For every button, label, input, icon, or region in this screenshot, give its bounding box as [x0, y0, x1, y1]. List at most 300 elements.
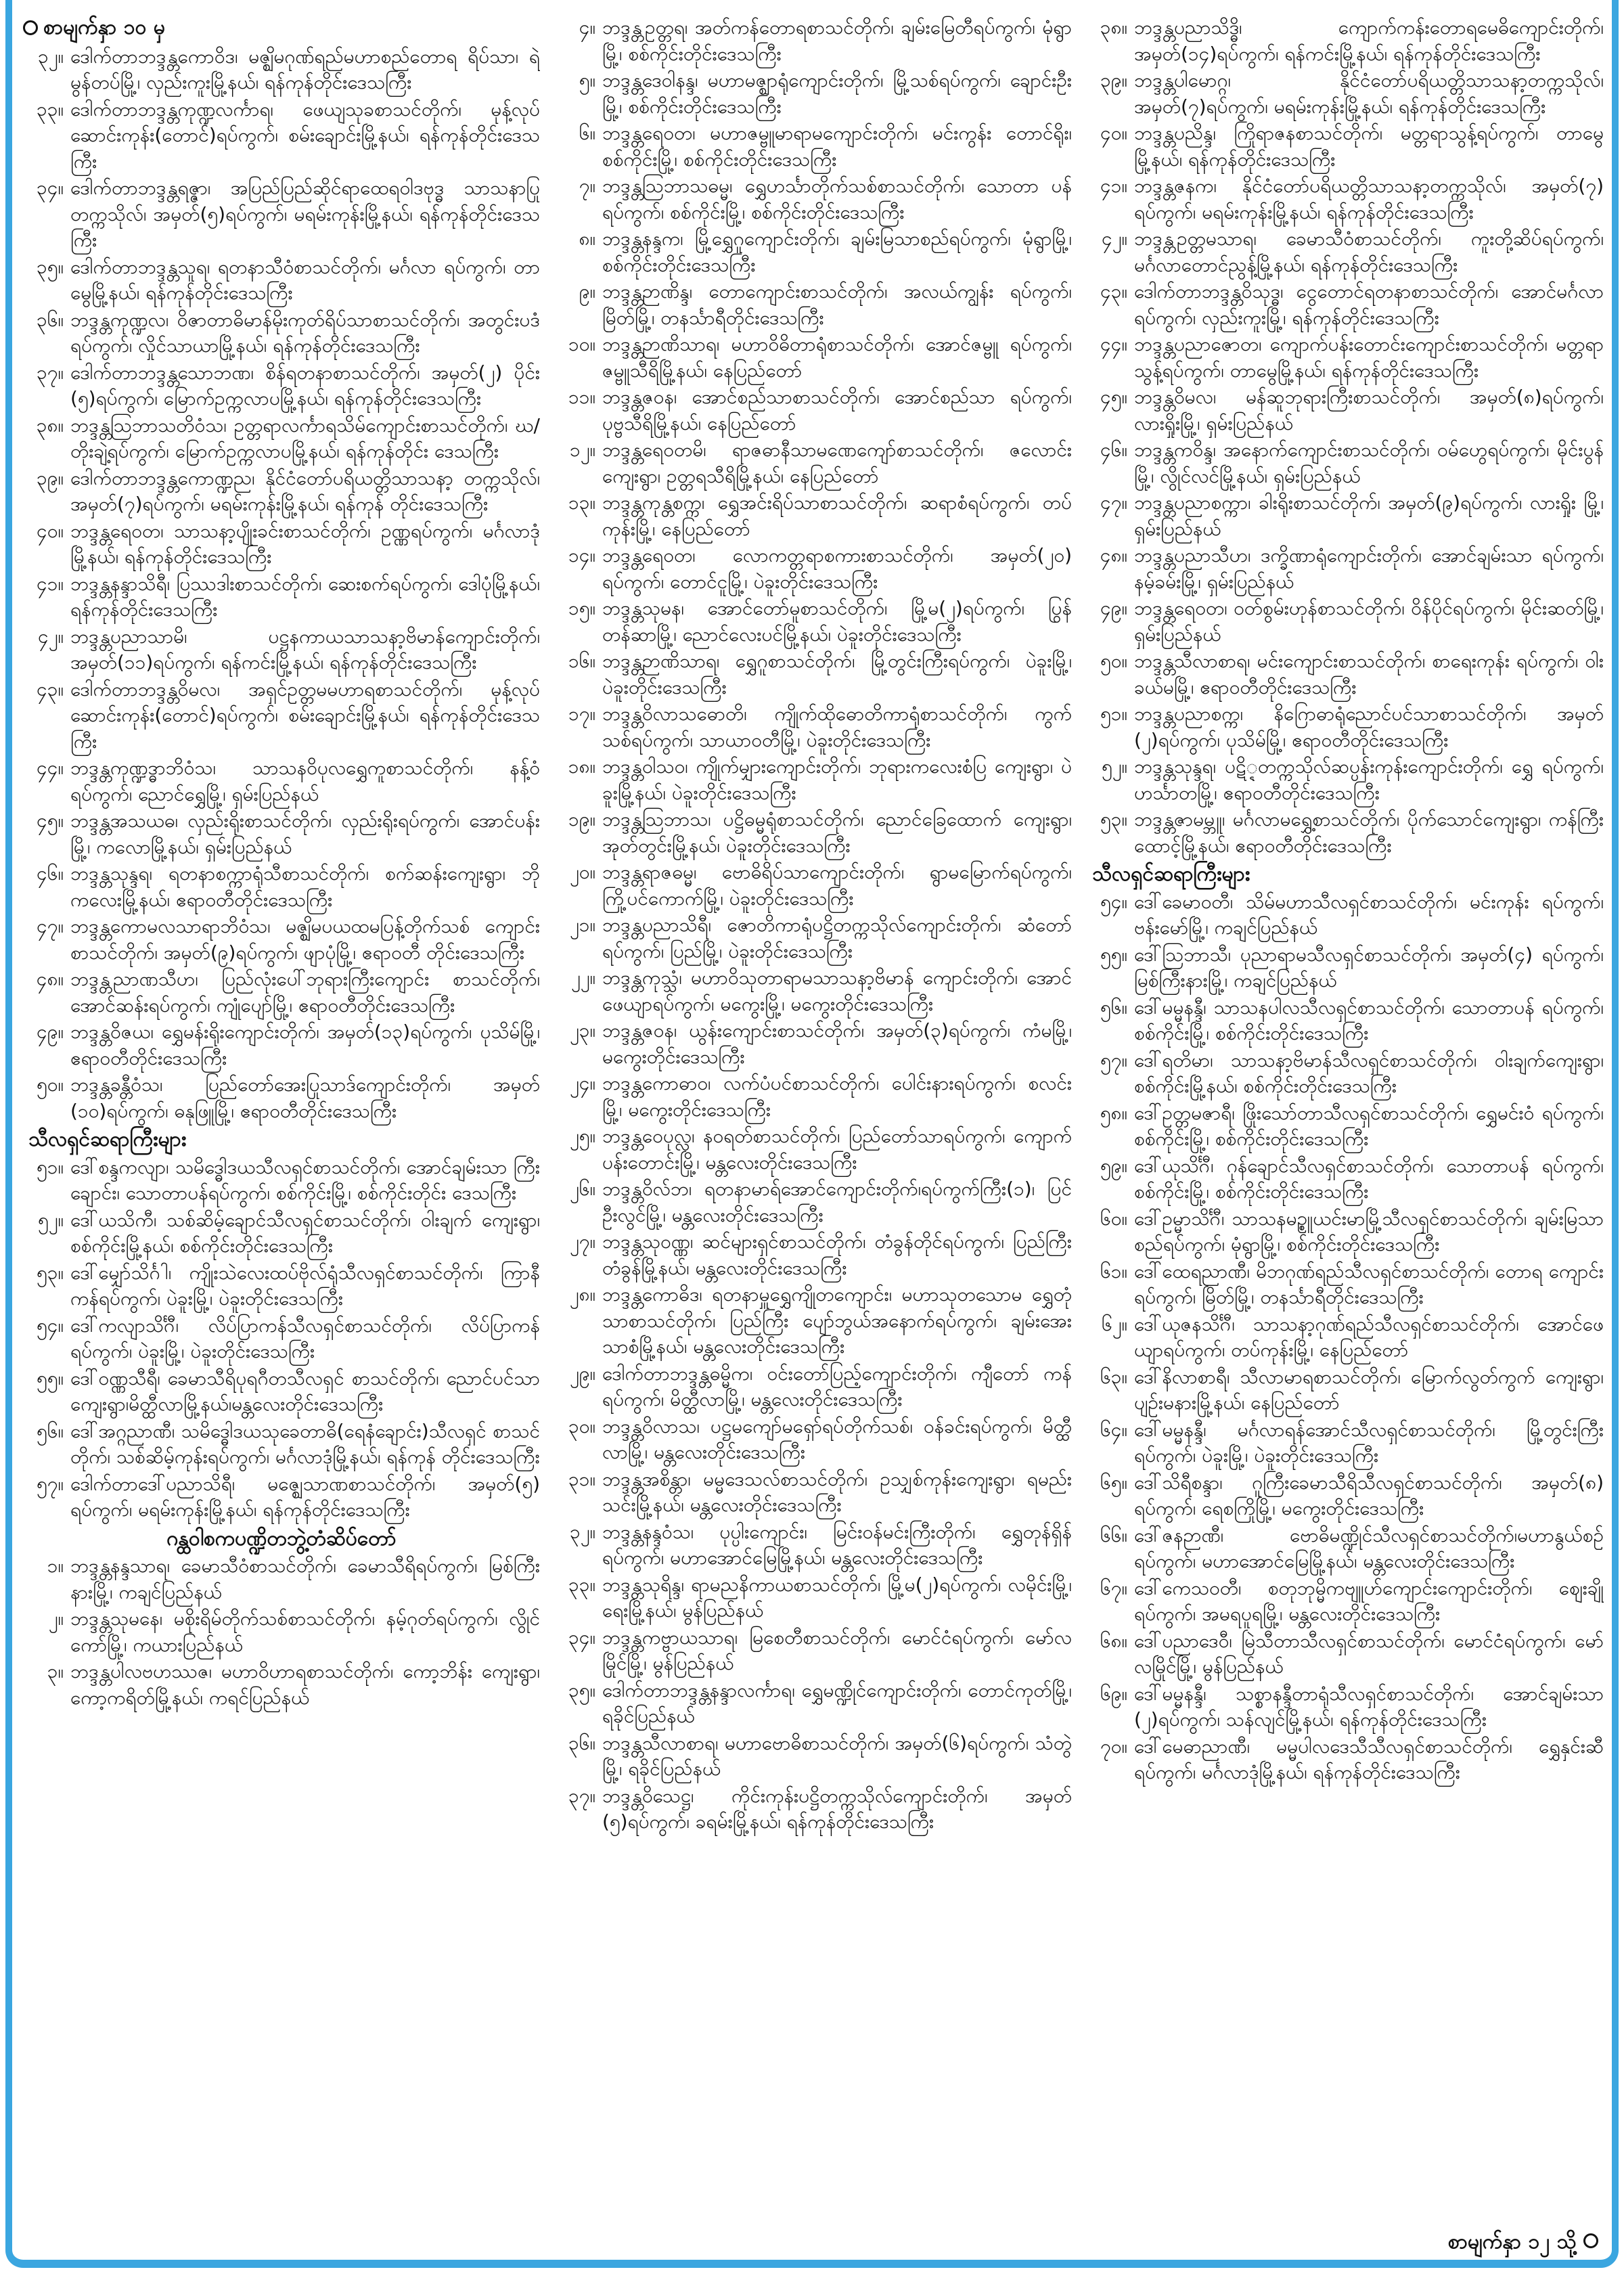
item-text: ဘဒ္ဒန္တဥတ္တမသာရ၊ ခေမာသီဝံစာသင်တိုက်၊ ကူးတို့ဆိပ်ရပ်ကွက်၊ မင်္ဂလာတောင်ညွန့်မြို့နယ်၊ ရန်ကုန်တိုင်းဒေသကြီး — [1134, 227, 1604, 276]
item-text: ဘဒ္ဒန္တဥတ္တရ၊ အတ်ကန်တောရစာသင်တိုက်၊ ချမ်းမြေတီရပ်ကွက်၊ မုံရွာမြို့၊ စစ်ကိုင်းတိုင်းဒေသကြီး — [602, 16, 1072, 65]
item-number: ၆၂။ — [1102, 1312, 1127, 1335]
item-number: ၁၆။ — [568, 650, 595, 672]
list-item — [555, 120, 1072, 173]
item-number: ၃၂။ — [38, 45, 64, 68]
item-text: ဘဒ္ဒန္တပါလဗဟဿဇ၊ မဟာဝိဟာရစာသင်တိုက်၊ ကော့ဘိန်း ကျေးရွာ၊ ကော့ကရိတ်မြို့နယ်၊ ကရင်ပြည်နယ် — [70, 1660, 540, 1709]
list-item — [23, 1155, 540, 1207]
column-3 — [1087, 15, 1604, 2214]
list-item — [1087, 1628, 1604, 1680]
item-text: ဘဒ္ဒန္တသုရိန္ဒ၊ ရာမညနိကာယစာသင်တိုက်၊ မြို့မ(၂)ရပ်ကွက်၊ လမိုင်းမြို့၊ ရေးမြို့နယ်၊ မွန်ပြည်နယ် — [602, 1573, 1072, 1622]
list-item — [23, 808, 540, 860]
item-number: ၅၅။ — [1100, 943, 1127, 966]
item-text: ဘဒ္ဒန္တသုမနေ၊ မစိုးရိမ်တိုက်သစ်စာသင်တိုက်၊ နမ့်ဂုတ်ရပ်ကွက်၊ လွိုင်ကော်မြို့၊ ကယားပြည်နယ် — [70, 1607, 540, 1656]
list-item — [555, 1414, 1072, 1466]
list-item — [23, 1553, 540, 1605]
item-number: ၁၃။ — [568, 491, 595, 514]
item-text: ဘဒ္ဒန္တရေဝတမိ၊ ရာဇဓာနီသာမဏေကျော်စာသင်တိုက်၊ ဇလောင်း ကျေးရွာ၊ ဥတ္တရသီရိမြို့နယ်၊ နေပြည်တော် — [602, 439, 1072, 487]
item-text: ဘဒ္ဒန္တသုဝဏ္ဏ၊ ဆင်များရှင်စာသင်တိုက်၊ တံခွန်တိုင်ရပ်ကွက်၊ ပြည်ကြီးတံခွန်မြို့နယ်၊ မန္တလေးတိုင်းဒေသကြီး — [602, 1230, 1072, 1279]
list-item — [1087, 1312, 1604, 1364]
item-text: ဒေါ်မမ္မနန္ဒီ၊ သစ္စာနန္ဒီတာရုံသီလရှင်စာသင်တိုက်၊ အောင်ချမ်းသာ (၂)ရပ်ကွက်၊ သန်လျင်မြို့နယ်၊ ရန်ကုန်တိုင်းဒေသကြီး — [1134, 1682, 1604, 1731]
item-text: ဒေါ်ပညာဒေဝီ၊ မြဲသီတာသီလရှင်စာသင်တိုက်၊ မောင်ငံရပ်ကွက်၊ မော်လမြိုင်မြို့၊ မွန်ပြည်နယ် — [1134, 1629, 1604, 1678]
item-number: ၅၃။ — [37, 1261, 64, 1284]
list-item — [1087, 807, 1604, 859]
list-item — [23, 360, 540, 412]
item-text: ဒေါက်တာဘဒ္ဒန္တကောဝိဒ၊ မဇ္ဈိမဂုဏ်ရည်မဟာစည်တောရ ရိပ်သာ၊ ရဲမွန်တပ်မြို့၊ လှည်းကူးမြို့နယ်၊ ရန်ကုန်တိုင်းဒေသကြီး — [70, 45, 540, 93]
item-text: ဒေါ်မမ္မနန္ဒီ၊ သာသနပါလသီလရှင်စာသင်တိုက်၊ သောတာပန် ရပ်ကွက်၊ စစ်ကိုင်းမြို့၊ စစ်ကိုင်းတိုင်းဒေသကြီး — [1134, 996, 1604, 1044]
item-number: ၂။ — [48, 1607, 64, 1630]
list-item — [23, 1471, 540, 1523]
item-number: ၅၇။ — [37, 1472, 64, 1495]
list-item — [555, 1176, 1072, 1228]
list-item — [23, 1260, 540, 1312]
item-text: ဘဒ္ဒန္တကုသ္သံ၊ မဟာဝိသုတာရာမသာသနာ့ဗိမာန် ကျောင်းတိုက်၊ အောင်ဖေယျာရပ်ကွက်၊ မကွေးမြို့၊ မကွေးတိုင်းဒေသကြီး — [602, 966, 1072, 1015]
item-number: ၂၈။ — [569, 1283, 595, 1306]
item-text: ဒေါ်မေဓာညာဏီ၊ မမ္မပါလဒေသီသီလရှင်စာသင်တိုက်၊ ရွှေနှင်းဆီ ရပ်ကွက်၊ မင်္ဂလာဒုံမြို့နယ်၊ ရန်ကုန်တိုင်းဒေသကြီး — [1134, 1735, 1604, 1783]
list-item — [23, 44, 540, 96]
list-item — [555, 1282, 1072, 1360]
item-text: ဒေါက်တာဘဒ္ဒန္တနန္ဒာလင်္ကာရ၊ ရွှေမဏ္ဍိုင်ကျောင်းတိုက်၊ တောင်ကုတ်မြို့၊ ရခိုင်ပြည်နယ် — [602, 1678, 1072, 1727]
list-item — [23, 1366, 540, 1418]
item-text: ဘဒ္ဒန္တဝိဇယ၊ ရွှေမန်းရိုးကျောင်းတိုက်၊ အမှတ်(၁၃)ရပ်ကွက်၊ ပုသိမ်မြို့၊ ဧရာဝတီတိုင်းဒေသကြီး — [70, 1021, 540, 1069]
item-number: ၂၅။ — [570, 1125, 595, 1147]
item-text: ဘဒ္ဒန္တရာဇဓမ္မ၊ ဗောဓိရိပ်သာကျောင်းတိုက်၊ ရွာမမြောက်ရပ်ကွက်၊ ကြို့ပင်ကောက်မြို့၊ ပဲခူးတိုင်းဒေသကြီး — [602, 861, 1072, 910]
list-item — [23, 97, 540, 175]
item-text: ဒေါက်တာဘဒ္ဒန္တရဇ္ဇာ၊ အပြည်ပြည်ဆိုင်ရာထေရဝါဒဗုဒ္ဓ သာသနာပြုတက္ကသိုလ်၊ အမှတ်(၅)ရပ်ကွက်၊ မရမ်းကုန်းမြို့နယ်၊ ရန်ကုန်တိုင်းဒေသကြီး — [70, 177, 540, 251]
list-item — [1087, 1523, 1604, 1575]
item-text: ဒေါက်တာဒေါ်ပညာသိရီ၊ မဇ္ဈေသာဏစာသင်တိုက်၊ အမှတ်(၅) ရပ်ကွက်၊ မရမ်းကုန်းမြို့နယ်၊ ရန်ကုန်တိုင်းဒေသကြီး — [70, 1472, 540, 1521]
item-number: ၄၉။ — [1100, 597, 1127, 619]
item-text: ဘဒ္ဒန္တသြဘာသဓမ္မ၊ ရွှေဟင်္သာတိုက်သစ်စာသင်တိုက်၊ သောတာ ပန်ရပ်ကွက်၊ စစ်ကိုင်းမြို့၊ စစ်ကိုင်းတိုင်းဒေသကြီး — [602, 175, 1072, 223]
continued-from-text: စာမျက်နှာ ၁၀ မှ — [43, 16, 166, 39]
item-number: ၃၇။ — [37, 361, 64, 384]
list-item — [23, 1313, 540, 1365]
item-text: ဘဒ္ဒန္တဝိသေဋ္ဌ၊ ကိုင်းကုန်းပဋ္ဌိတက္ကသိုလ်ကျောင်းတိုက်၊ အမှတ် (၅)ရပ်ကွက်၊ ခရမ်းမြို့နယ်၊ ရန်ကုန်တိုင်းဒေသကြီး — [602, 1784, 1072, 1833]
list-item — [555, 226, 1072, 278]
item-number: ၃၄။ — [37, 177, 64, 199]
item-text: ဘဒ္ဒန္တအစိန္တာ၊ မမ္မဒေသလ်စာသင်တိုက်၊ ဥသျှစ်ကုန်းကျေးရွာ၊ ရမည်းသင်းမြို့နယ်၊ မန္တလေးတိုင်းဒေသကြီး — [602, 1467, 1072, 1516]
list-item — [555, 1783, 1072, 1835]
list-item — [23, 1419, 540, 1471]
item-number: ၆။ — [579, 122, 595, 144]
list-item — [555, 543, 1072, 595]
list-item — [23, 914, 540, 966]
item-number: ၄၇။ — [37, 915, 64, 937]
item-text: ဒေါက်တာဘဒ္ဒန္တသူရ၊ ရတနာသီဝံစာသင်တိုက်၊ မင်္ဂလာ ရပ်ကွက်၊ တာမွေမြို့နယ်၊ ရန်ကုန်တိုင်းဒေသကြီး — [70, 255, 540, 304]
list-item — [1087, 543, 1604, 595]
item-number: ၄။ — [579, 16, 595, 39]
item-text: ဘဒ္ဒန္တပါမောဂ္ဂ၊ နိုင်ငံတော်ပရိယတ္တိသာသနာ့တက္ကသိုလ်၊ အမှတ်(၇)ရပ်ကွက်၊ မရမ်းကုန်းမြို့နယ်၊ ရန်ကုန်တိုင်းဒေသကြီး — [1134, 69, 1604, 118]
item-text: ဒေါ်ရတိမာ၊ သာသနာ့ဗိမာန်သီလရှင်စာသင်တိုက်၊ ဝါးချက်ကျေးရွာ၊ စစ်ကိုင်းမြို့နယ်၊ စစ်ကိုင်းတိုင်းဒေသကြီး — [1134, 1048, 1604, 1097]
list-item — [555, 754, 1072, 806]
item-text: ဘဒ္ဒန္တဉာဏိသာရ၊ ရွှေဂူစာသင်တိုက်၊ မြို့တွင်းကြီးရပ်ကွက်၊ ပဲခူးမြို့၊ ပဲခူးတိုင်းဒေသကြီး — [602, 650, 1072, 698]
item-number: ၄၈။ — [1100, 544, 1127, 566]
item-number: ၃၅။ — [37, 255, 64, 278]
item-text: ဘဒ္ဒန္တသီလာစာရ၊ မဟာဗောဓိစာသင်တိုက်၊ အမှတ်(၆)ရပ်ကွက်၊ သံတွဲမြို့၊ ရခိုင်ပြည်နယ် — [602, 1731, 1072, 1780]
item-number: ၄၆။ — [1100, 439, 1127, 461]
list-item — [1087, 1153, 1604, 1205]
item-text: ဘဒ္ဒန္တသြဘာသ၊ ပဋ္ဌိဓမ္မရုံစာသင်တိုက်၊ ညောင်ခြေထောက် ကျေးရွာ၊ အုတ်တွင်းမြို့နယ်၊ ပဲခူးတိုင်းဒေသကြီး — [602, 808, 1072, 857]
item-number: ၆၅။ — [1100, 1471, 1127, 1494]
item-text: ဘဒ္ဒန္တခန္တီဝံသ၊ ပြည်တော်အေးပြုသာဒ်ကျောင်းတိုက်၊ အမှတ် (၁၀)ရပ်ကွက်၊ ဓနုဖြူမြို့၊ ဧရာဝတီတိုင်းဒေသကြီး — [70, 1073, 540, 1122]
item-number: ၅၄။ — [1100, 890, 1127, 913]
circle-icon — [23, 20, 38, 35]
item-text: ဘဒ္ဒန္တသုန္ဒရ၊ ရတနာစက္ကာရုံသီစာသင်တိုက်၊ စက်ဆန်းကျေးရွာ၊ ဘိုကလေးမြို့နယ်၊ ဧရာဝတီတိုင်းဒေသကြီး — [70, 862, 540, 911]
column-2 — [555, 15, 1072, 2214]
item-text: ဒေါက်တာဘဒ္ဒန္တကုဏ္ဍလင်္ကာရ၊ ဖေယျသုခစာသင်တိုက်၊ မုန့်လုပ်ဆောင်းကုန်း(တောင်)ရပ်ကွက်၊ စမ်းချောင်းမြို့နယ်၊ ရန်ကုန်တိုင်းဒေသကြီး — [70, 97, 540, 173]
item-number: ၃၈။ — [1100, 16, 1127, 39]
item-number: ၄၄။ — [37, 757, 64, 779]
item-number: ၃၉။ — [37, 466, 64, 489]
item-text: ဒေါ်အဂ္ဂညာဏီ၊ သမိဒ္ဓေါဒယသုခေတာဓိ(ရေနံချောင်း)သီလရှင် စာသင်တိုက်၊ သစ်ဆိမ့်ကုန်းရပ်ကွက်၊ မင်္ဂလာဒုံမြို့နယ်၊ ရန်ကုန် တိုင်းဒေသကြီး — [70, 1419, 540, 1468]
list-item — [1087, 596, 1604, 648]
list-item — [1087, 173, 1604, 225]
item-number: ၅၁။ — [37, 1155, 64, 1178]
item-number: ၄၃။ — [1100, 280, 1127, 303]
section-heading: ဂန္ထဝါစကပဏ္ဍိတဘွဲ့တံဆိပ်တော် — [166, 1526, 397, 1550]
item-number: ၂၁။ — [570, 914, 595, 936]
item-text: ဘဒ္ဒန္တကုဏ္ဍဒ္ဓာဘိဝံသ၊ သာသနဝိပုလရွှေကူစာသင်တိုက်၊ နန့်ဝံ ရပ်ကွက်၊ ညောင်ရွှေမြို့၊ ရှမ်းပြည်နယ် — [70, 757, 540, 805]
item-text: ဘဒ္ဒန္တဝိလ်ဘ၊ ရတနာမာရ်အောင်ကျောင်းတိုက်၊ရပ်ကွက်ကြီး(၁)၊ ပြင်ဦးလွင်မြို့၊ မန္တလေးတိုင်းဒေသကြီး — [602, 1178, 1072, 1226]
item-number: ၃၆။ — [37, 308, 64, 331]
item-text: ဒေါက်တာဘဒ္ဒန္တဝိသုဒ္ဓ၊ ငွေတောင်ရတနာစာသင်တိုက်၊ အောင်မင်္ဂလာရပ်ကွက်၊ လှည်းကူးမြို့၊ ရန်ကုန်တိုင်းဒေသကြီး — [1134, 280, 1604, 329]
list-item — [23, 307, 540, 359]
item-number: ၆၇။ — [1100, 1576, 1127, 1599]
item-text: ဒေါ်မျှော်သိင်္ဂါ၊ ကျိုးသဲလေးထပ်ဗိုလ်ရုံသီလရှင်စာသင်တိုက်၊ ကြာနီကန်ရပ်ကွက်၊ ပဲခူးမြို့၊ ပဲခူးတိုင်းဒေသကြီး — [70, 1261, 540, 1310]
item-number: ၅၂။ — [1102, 755, 1127, 778]
item-number: ၆၃။ — [1100, 1365, 1127, 1388]
item-number: ၃၀။ — [568, 1414, 595, 1437]
list-item — [555, 1229, 1072, 1281]
list-item — [555, 1071, 1072, 1123]
list-item — [1087, 1259, 1604, 1311]
item-text: ဘဒ္ဒန္တပညာစက္က၊ နိဂြောဓာရုံညောင်ပင်သာစာသင်တိုက်၊ အမှတ် (၂)ရပ်ကွက်၊ ပုသိမ်မြို့၊ ဧရာဝတီတိုင်းဒေသကြီး — [1134, 702, 1604, 751]
item-number: ၃၄။ — [568, 1626, 595, 1649]
column-1 — [23, 15, 540, 2214]
item-text: ဘဒ္ဒန္တနန္ဒာသိရီ၊ ပြဿဒါးစာသင်တိုက်၊ ဆေးစက်ရပ်ကွက်၊ ဒေါပုံမြို့နယ်၊ ရန်ကုန်တိုင်းဒေသကြီး — [70, 572, 540, 621]
content-columns — [23, 15, 1604, 2214]
item-text: ဘဒ္ဒန္တဇဝန၊ အောင်စည်သာစာသင်တိုက်၊ အောင်စည်သာ ရပ်ကွက်၊ ပုဗ္ဗသီရိမြို့နယ်၊ နေပြည်တော် — [602, 386, 1072, 434]
list-item — [1087, 1576, 1604, 1628]
item-text: ဘဒ္ဒန္တကောဓိဒ၊ ရတနာမှူရွှေကျိုတကျောင်း၊ မဟာသုတသောမ ရွှေတုံသာစာသင်တိုက်၊ ပြည်ကြီး ပျော်ဘွယ်အနောက်ရပ်ကွက်၊ ချမ်းအေးသာစံမြို့နယ်၊ မန္တလေးတိုင်းဒေသကြီး — [602, 1283, 1072, 1358]
list-item — [555, 1678, 1072, 1730]
item-number: ၁၁။ — [568, 386, 595, 408]
item-number: ၁၅။ — [568, 597, 595, 619]
item-text: ဘဒ္ဒန္တဝိလာသဓောတိ၊ ကျိုက်ထိုဓောတိကာရုံစာသင်တိုက်၊ ကွက်သစ်ရပ်ကွက်၊ သာယာဝတီမြို့၊ ပဲခူးတိုင်းဒေသကြီး — [602, 702, 1072, 751]
list-item — [555, 173, 1072, 225]
list-item — [1087, 384, 1604, 437]
item-text: ဘဒ္ဒန္တသုမန၊ အောင်တော်မူစာသင်တိုက်၊ မြို့မ(၂)ရပ်ကွက်၊ ပြွန်တန်ဆာမြို့၊ ညောင်လေးပင်မြို့နယ်၊ ပဲခူးတိုင်းဒေသကြီး — [602, 597, 1072, 646]
item-text: ဘဒ္ဒန္တကဝိန္ဒ၊ အနောက်ကျောင်းစာသင်တိုက်၊ ဝမ်ဟွေရပ်ကွက်၊ မိုင်းပွန်မြို့၊ လွိုင်လင်မြို့နယ်၊ ရှမ်းပြည်နယ် — [1134, 439, 1604, 487]
list-item — [23, 677, 540, 755]
item-text: ဘဒ္ဒန္တကောဓာဝ၊ လက်ပံပင်စာသင်တိုက်၊ ပေါင်းနားရပ်ကွက်၊ စလင်းမြို့၊ မကွေးတိုင်းဒေသကြီး — [602, 1072, 1072, 1121]
item-number: ၅၇။ — [1100, 1048, 1127, 1071]
section-heading: သီလရှင်ဆရာကြီးများ — [1092, 862, 1250, 886]
item-number: ၄၂။ — [1102, 227, 1127, 250]
list-item — [1087, 279, 1604, 331]
item-number: ၆၆။ — [1100, 1523, 1127, 1546]
item-number: ၁၈။ — [568, 755, 595, 778]
item-text: ဘဒ္ဒန္တရေဝတ၊ သာသနာ့ပျိုးခင်းစာသင်တိုက်၊ ဥဏ္ဏရပ်ကွက်၊ မင်္ဂလာဒုံမြို့နယ်၊ ရန်ကုန်တိုင်းဒေသကြီး — [70, 519, 540, 568]
list-item — [555, 279, 1072, 331]
list-item — [1087, 1681, 1604, 1733]
item-text: ဘဒ္ဒန္တသြဘာသတိဝံသ၊ ဥတ္တရာလင်္ကာရသိမ်ကျောင်းစာသင်တိုက်၊ ဃ/တိုးချဲ့ရပ်ကွက်၊ မြောက်ဥက္ကလာပမြို့နယ်၊ ရန်ကုန်တိုင်း ဒေသကြီး — [70, 414, 540, 462]
item-number: ၂၉။ — [570, 1362, 595, 1385]
item-number: ၃၃။ — [568, 1573, 595, 1596]
continued-to-text: စာမျက်နှာ ၁၂ သို့ — [1447, 2230, 1577, 2254]
item-number: ၃၁။ — [568, 1467, 595, 1490]
item-text: ဘဒ္ဒန္တဝါသဝ၊ ကျိုက်မျှားကျောင်းတိုက်၊ ဘုရားကလေးစံပြ ကျေးရွာ၊ ပဲခူးမြို့နယ်၊ ပဲခူးတိုင်းဒေသကြီး — [602, 755, 1072, 804]
continued-from-header — [23, 15, 540, 41]
item-number: ၅၆။ — [37, 1419, 64, 1442]
item-text: ဘဒ္ဒန္တဝေပုလ္လ၊ နဝရတ်စာသင်တိုက်၊ ပြည်တော်သာရပ်ကွက်၊ ကျောက်ပန်းတောင်းမြို့၊ မန္တလေးတိုင်းဒေသကြီး — [602, 1125, 1072, 1174]
list-item — [23, 518, 540, 571]
list-item — [23, 413, 540, 465]
item-text: ဘဒ္ဒန္တပညာစက္ကာ၊ ခါးရိုးစာသင်တိုက်၊ အမှတ်(၉)ရပ်ကွက်၊ လားရှိုး မြို့၊ ရှမ်းပြည်နယ် — [1134, 491, 1604, 540]
item-number: ၅၆။ — [1100, 996, 1127, 1019]
item-number: ၃၃။ — [37, 97, 64, 120]
section-heading: သီလရှင်ဆရာကြီးများ — [28, 1128, 187, 1151]
item-text: ဒေါ်နိလာစာရီ၊ သီလာမာရစာသင်တိုက်၊ မြောက်လွတ်ကွက် ကျေးရွာ၊ ပျဉ်းမနားမြို့နယ်၊ နေပြည်တော် — [1134, 1365, 1604, 1414]
list-item — [555, 1361, 1072, 1413]
list-item — [1087, 1100, 1604, 1153]
list-item — [1087, 15, 1604, 67]
list-item — [555, 1572, 1072, 1624]
list-item — [1087, 68, 1604, 120]
list-item — [1087, 1048, 1604, 1100]
list-item — [1087, 995, 1604, 1047]
item-text: ဘဒ္ဒန္တရေဝတ၊ မဟာဇမ္ဗူမာရာမကျောင်းတိုက်၊ မင်းကွန်း တောင်ရိုး၊ စစ်ကိုင်းမြို့၊ စစ်ကိုင်းတိုင်းဒေသကြီး — [602, 122, 1072, 171]
item-text: ဒေါ်ဇနဉာဏီ၊ ဗောဓိမဏ္ဍိုင်သီလရှင်စာသင်တိုက်၊မဟာနွယ်စဉ် ရပ်ကွက်၊ မဟာအောင်မြေမြို့နယ်၊ မန္တလေးတိုင်းဒေသကြီး — [1134, 1523, 1604, 1572]
item-number: ၅။ — [579, 69, 595, 91]
item-number: ၈။ — [579, 227, 595, 250]
item-number: ၄၀။ — [1100, 122, 1127, 144]
list-item — [1087, 701, 1604, 753]
item-number: ၅၂။ — [38, 1208, 64, 1231]
continued-to-footer — [1448, 2228, 1598, 2258]
item-number: ၄၅။ — [1100, 386, 1127, 408]
list-item — [555, 860, 1072, 912]
list-item — [555, 332, 1072, 384]
list-item — [23, 1019, 540, 1071]
list-item — [555, 807, 1072, 859]
list-item — [1087, 226, 1604, 278]
list-item — [1087, 332, 1604, 384]
item-number: ၅၀။ — [37, 1073, 64, 1096]
list-item — [1087, 942, 1604, 994]
item-number: ၄၀။ — [37, 519, 64, 542]
item-number: ၉။ — [579, 280, 595, 303]
item-text: ဒေါ်စန္ဒကလျာ၊ သမိဒ္ဓေါဒယသီလရှင်စာသင်တိုက်၊ အောင်ချမ်းသာ ကြီးချောင်း၊ သောတာပန်ရပ်ကွက်၊ စစ်ကိုင်းမြို့၊ စစ်ကိုင်းတိုင်း ဒေသကြီး — [70, 1155, 540, 1204]
list-item — [23, 1207, 540, 1259]
list-item — [1087, 1470, 1604, 1522]
item-text: ဒေါ်ခေမာဝတီ၊ သိမ်မဟာသီလရှင်စာသင်တိုက်၊ မင်းကုန်း ရပ်ကွက်၊ ဗန်းမော်မြို့၊ ကချင်ပြည်နယ် — [1134, 890, 1604, 939]
item-number: ၂၄။ — [570, 1072, 595, 1094]
item-number: ၆၁။ — [1100, 1259, 1127, 1282]
item-number: ၅၀။ — [1100, 650, 1127, 672]
list-item — [1087, 1206, 1604, 1258]
list-item — [555, 1519, 1072, 1571]
item-text: ဘဒ္ဒန္တရေဝတ၊ ဝတ်စွမ်းဟုန်စာသင်တိုက်၊ ဝိန်ပိုင်ရပ်ကွက်၊ မိုင်းဆတ်မြို့၊ ရှမ်းပြည်နယ် — [1134, 597, 1604, 646]
item-number: ၇။ — [579, 175, 595, 197]
item-number: ၄၈။ — [36, 968, 64, 990]
item-text: ဘဒ္ဒန္တဇာမမ္ဘူ၊ မင်္ဂလာမရွှေ့စာသင်တိုက်၊ ပိုက်သောင်ကျေးရွာ၊ ကန်ကြီးထောင့်မြို့နယ်၊ ဧရာဝတီတိုင်းဒေသကြီး — [1134, 808, 1604, 857]
item-text: ဒေါ်ကလျာသိင်္ဂီ၊ လိပ်ပြာကန်သီလရှင်စာသင်တိုက်၊ လိပ်ပြာကန် ရပ်ကွက်၊ ပဲခူးမြို့၊ ပဲခူးတိုင်းဒေသကြီး — [70, 1314, 540, 1362]
item-text: ဘဒ္ဒန္တအသယဓ၊ လှည်းရိုးစာသင်တိုက်၊ လှည်းရိုးရပ်ကွက်၊ အောင်ပန်းမြို့၊ ကလောမြို့နယ်၊ ရှမ်းပြည်နယ် — [70, 809, 540, 858]
item-text: ဒေါ်ယုဇနသိင်္ဂီ၊ သာသနာ့ဂုဏ်ရည်သီလရှင်စာသင်တိုက်၊ အောင်ဖေယျာရပ်ကွက်၊ တပ်ကုန်းမြို့၊ နေပြည်တော် — [1134, 1312, 1604, 1361]
item-number: ၁၇။ — [568, 702, 595, 725]
item-text: ဘဒ္ဒန္တကောမလသာရာဘိဝံသ၊ မဇ္ဈိမပယထမပြန့်တိုက်သစ် ကျောင်းစာသင်တိုက်၊ အမှတ်(၉)ရပ်ကွက်၊ ဖျာပုံမြို့၊ ဧရာဝတီ တိုင်းဒေသကြီး — [70, 915, 540, 964]
item-number: ၄၉။ — [37, 1021, 64, 1043]
item-text: ဘဒ္ဒန္တပညာဇောတ၊ ကျောက်ပန်းတောင်းကျောင်းစာသင်တိုက်၊ မတ္တရာသွန့်ရပ်ကွက်၊ တာမွေမြို့နယ်၊ ရန်ကုန်တိုင်းဒေသကြီး — [1134, 333, 1604, 382]
item-text: ဘဒ္ဒန္တဝိလာသ၊ ပဋ္ဌမကျော်မရှော်ရပ်တိုက်သစ်၊ ဝန်ခင်းရပ်ကွက်၊ မိတ္ထီလာမြို့၊ မန္တလေးတိုင်းဒေသကြီး — [602, 1414, 1072, 1463]
item-number: ၇၀။ — [1100, 1735, 1127, 1758]
list-item — [1087, 1364, 1604, 1416]
item-text: ဒေါက်တာဘဒ္ဒန္တဝိမလ၊ အရှင်ဥတ္တမမဟာရစာသင်တိုက်၊ မုန့်လုပ်ဆောင်းကုန်း(တောင်)ရပ်ကွက်၊ စမ်းချောင်းမြို့နယ်၊ ရန်ကုန်တိုင်းဒေသကြီး — [70, 677, 540, 753]
item-text: ဘဒ္ဒန္တဇနက၊ နိုင်ငံတော်ပရိယတ္တိသာသနာ့တက္ကသိုလ်၊ အမှတ်(၇) ရပ်ကွက်၊ မရမ်းကုန်းမြို့နယ်၊ ရန်ကုန်တိုင်းဒေသကြီး — [1134, 175, 1604, 223]
item-text: ဘဒ္ဒန္တကုန္တစက္က၊ ရွှေအင်းရိပ်သာစာသင်တိုက်၊ ဆရာစံရပ်ကွက်၊ တပ်ကုန်းမြို့၊ နေပြည်တော် — [602, 491, 1072, 540]
list-item — [1087, 1734, 1604, 1786]
item-text: ဒေါ်သိရီစန္ဒာ၊ ဂူကြီးခေမာသီရိသီလရှင်စာသင်တိုက်၊ အမှတ်(၈) ရပ်ကွက်၊ ရေစကြိုမြို့၊ မကွေးတိုင်းဒေသကြီး — [1134, 1471, 1604, 1519]
item-number: ၄၇။ — [1100, 491, 1127, 514]
item-text: ဘဒ္ဒန္တကဗ္ဗာယသာရ၊ မြစေတီစာသင်တိုက်၊ မောင်ငံရပ်ကွက်၊ မော်လမြိုင်မြို့၊ မွန်ပြည်နယ် — [602, 1626, 1072, 1674]
item-number: ၅၈။ — [1100, 1101, 1127, 1124]
item-text: ဘဒ္ဒန္တနန္ဒက၊ မြို့ရွှေဂူကျောင်းတိုက်၊ ချမ်းမြသာစည်ရပ်ကွက်၊ မုံရွာမြို့၊ စစ်ကိုင်းတိုင်းဒေသကြီး — [602, 227, 1072, 276]
list-item — [555, 1018, 1072, 1070]
list-item — [555, 68, 1072, 120]
item-number: ၅၅။ — [37, 1366, 64, 1389]
item-number: ၃၇။ — [568, 1784, 595, 1807]
item-number: ၅၁။ — [1100, 702, 1127, 725]
item-number: ၅၃။ — [1100, 808, 1127, 830]
list-item — [23, 466, 540, 518]
list-item — [1087, 754, 1604, 806]
item-text: ဒေါ်ထေရညာဏီ၊ မိဘဂုဏ်ရည်သီလရှင်စာသင်တိုက်၊ တောရ ကျောင်းရပ်ကွက်၊ မြိတ်မြို့၊ တနင်္သာရီတိုင်းဒေသကြီး — [1134, 1259, 1604, 1308]
list-item — [555, 1123, 1072, 1176]
item-text: ဘဒ္ဒန္တနန္ဒဝံသ၊ ပုပ္ပါးကျောင်း၊ မြင်းဝန်မင်းကြီးတိုက်၊ ရွှေတုန်ရှိန် ရပ်ကွက်၊ မဟာအောင်မြေမြို့နယ်၊ မန္တလေးတိုင်းဒေသကြီး — [602, 1520, 1072, 1569]
item-text: ဒေါ်ဥတ္တမဇာရီ၊ ဖြိုးသော်တာသီလရှင်စာသင်တိုက်၊ ရွှေမင်းဝံ ရပ်ကွက်၊ စစ်ကိုင်းမြို့၊ စစ်ကိုင်းတိုင်းဒေသကြီး — [1134, 1101, 1604, 1150]
list-item — [555, 912, 1072, 964]
item-text: ဘဒ္ဒန္တပညာသာမိ၊ ပဋ္ဌနကာယသာသနာ့ဗိမာန်ကျောင်းတိုက်၊ အမှတ်(၁၁)ရပ်ကွက်၊ ရန်ကင်းမြို့နယ်၊ ရန်ကုန်တိုင်းဒေသကြီး — [70, 625, 540, 673]
list-item — [23, 861, 540, 913]
item-number: ၄၃။ — [37, 677, 64, 700]
item-number: ၃။ — [47, 1660, 64, 1682]
item-number: ၂၆။ — [570, 1178, 595, 1200]
item-text: ဘဒ္ဒန္တရေဝတ၊ လောကတ္တရာစကားစာသင်တိုက်၊ အမှတ်(၂၀) ရပ်ကွက်၊ တောင်ငူမြို့၊ ပဲခူးတိုင်းဒေသကြီး — [602, 544, 1072, 593]
item-number: ၁၉။ — [568, 808, 595, 830]
item-number: ၂၇။ — [570, 1230, 595, 1253]
list-item — [1087, 437, 1604, 489]
item-number: ၅၄။ — [37, 1314, 64, 1337]
item-text: ဘဒ္ဒန္တဇဝန၊ ယွန်းကျောင်းစာသင်တိုက်၊ အမှတ်(၃)ရပ်ကွက်၊ ကံမမြို့၊ မကွေးတိုင်းဒေသကြီး — [602, 1019, 1072, 1068]
item-number: ၄၄။ — [1100, 333, 1127, 355]
item-text: ဘဒ္ဒန္တဝိမလ၊ မန်ဆူဘုရားကြီးစာသင်တိုက်၊ အမှတ်(၈)ရပ်ကွက်၊ လားရှိုးမြို့၊ ရှမ်းပြည်နယ် — [1134, 386, 1604, 434]
item-number: ၅၉။ — [1100, 1154, 1127, 1177]
list-item — [555, 384, 1072, 437]
list-item — [23, 624, 540, 676]
item-number: ၃၈။ — [36, 414, 64, 437]
list-item — [555, 701, 1072, 753]
list-item — [1087, 120, 1604, 173]
list-item — [23, 254, 540, 307]
item-number: ၃၆။ — [568, 1731, 595, 1754]
item-text: ဘဒ္ဒန္တသီလာစာရ၊ မင်းကျောင်းစာသင်တိုက်၊ စာရေးကုန်း ရပ်ကွက်၊ ဝါးခယ်မမြို့၊ ဧရာဝတီတိုင်းဒေသကြီး — [1134, 650, 1604, 698]
list-item — [555, 1467, 1072, 1519]
list-item — [555, 490, 1072, 542]
circle-icon — [1583, 2233, 1598, 2248]
list-item — [555, 1625, 1072, 1677]
list-item — [1087, 648, 1604, 700]
item-number: ၂၃။ — [570, 1019, 595, 1042]
item-text: ဘဒ္ဒန္တဒေဝါနန္ဒ၊ မဟာမဇ္ဈာရုံကျောင်းတိုက်၊ မြို့သစ်ရပ်ကွက်၊ ချောင်းဦးမြို့၊ စစ်ကိုင်းတိုင်းဒေသကြီး — [602, 69, 1072, 118]
list-item — [555, 596, 1072, 648]
item-number: ၁၄။ — [568, 544, 595, 566]
list-item — [555, 965, 1072, 1017]
item-text: ဒေါ်ယုသိင်္ဂီ၊ ဂုန်ချောင်သီလရှင်စာသင်တိုက်၊ သောတာပန် ရပ်ကွက်၊ စစ်ကိုင်းမြို့၊ စစ်ကိုင်းတိုင်းဒေသကြီး — [1134, 1154, 1604, 1203]
item-number: ၁။ — [47, 1555, 64, 1577]
item-number: ၂၂။ — [571, 966, 595, 989]
item-text: ဒေါ်ယသိကီ၊ သစ်ဆိမ့်ချောင်သီလရှင်စာသင်တိုက်၊ ဝါးချက် ကျေးရွာ၊ စစ်ကိုင်းမြို့နယ်၊ စစ်ကိုင်းတိုင်းဒေသကြီး — [70, 1208, 540, 1257]
item-number: ၁၂။ — [570, 439, 595, 461]
list-item — [23, 1659, 540, 1711]
list-item — [23, 1072, 540, 1124]
item-number: ၆၀။ — [1100, 1207, 1127, 1230]
item-text: ဘဒ္ဒန္တပညိန္ဒ၊ ကြိုရာဇနစာသင်တိုက်၊ မတ္တရာသွန့်ရပ်ကွက်၊ တာမွေမြို့နယ်၊ ရန်ကုန်တိုင်းဒေသကြီး — [1134, 122, 1604, 171]
item-text: ဘဒ္ဒန္တကုဏ္ဍလ၊ ဝိဇာတာဓိမာန်မိုးကုတ်ရိပ်သာစာသင်တိုက်၊ အတွင်းပဒံရပ်ကွက်၊ လှိုင်သာယာမြို့နယ်၊ ရန်ကုန်တိုင်းဒေသကြီး — [70, 308, 540, 357]
item-text: ဒေါ်ဩဘာသီ၊ ပုညာရာမသီလရှင်စာသင်တိုက်၊ အမှတ်(၄) ရပ်ကွက်၊ မြစ်ကြီးနားမြို့၊ ကချင်ပြည်နယ် — [1134, 943, 1604, 991]
list-item — [1087, 1417, 1604, 1469]
item-number: ၄၁။ — [1100, 175, 1127, 197]
item-number: ၁၀။ — [568, 333, 595, 355]
item-text: ဘဒ္ဒန္တဉာဏိသာရ၊ မဟာဝိဓိတာရုံစာသင်တိုက်၊ အောင်ဇမ္ဗူ ရပ်ကွက်၊ ဇမ္ဗူသီရိမြို့နယ်၊ နေပြည်တော် — [602, 333, 1072, 382]
item-number: ၃၉။ — [1100, 69, 1127, 91]
list-item — [1087, 889, 1604, 941]
item-number: ၄၂။ — [38, 625, 64, 648]
item-text: ဒေါက်တာဘဒ္ဒန္တဓမ္မိက၊ ဝင်းတော်ပြည့်ကျောင်းတိုက်၊ ကျီတော် ကန်ရပ်ကွက်၊ မိတ္ထီလာမြို့၊ မန္တလေးတိုင်းဒေသကြီး — [602, 1362, 1072, 1410]
item-number: ၆၈။ — [1100, 1629, 1127, 1652]
list-item — [555, 15, 1072, 67]
item-text: ဘဒ္ဒန္တသုန္ဒရ၊ ပဋိ္ဋတက္ကသိုလ်ဆပ္ပန်းကုန်းကျောင်းတိုက်၊ ရွှေ ရပ်ကွက်၊ ဟင်္သာတမြို့၊ ဧရာဝတီတိုင်းဒေသကြီး — [1134, 755, 1604, 804]
item-text: ဒေါ်ဥမ္မာသိင်္ဂီ၊ သာသနမဉ္စူယင်းမာမြို့သီလရှင်စာသင်တိုက်၊ ချမ်းမြသာစည်ရပ်ကွက်၊ မုံရွာမြို့၊ စစ်ကိုင်းတိုင်းဒေသကြီး — [1134, 1207, 1604, 1255]
item-text: ဘဒ္ဒန္တပညာသိရီ၊ ဇောတိကာရုံပဋ္ဌိတက္ကသိုလ်ကျောင်းတိုက်၊ ဆံတော်ရပ်ကွက်၊ ပြည်မြို့၊ ပဲခူးတိုင်းဒေသကြီး — [602, 914, 1072, 962]
item-number: ၂၀။ — [570, 861, 595, 883]
list-item — [555, 648, 1072, 700]
item-number: ၆၉။ — [1100, 1682, 1127, 1705]
item-number: ၄၁။ — [37, 572, 64, 595]
item-text: ဘဒ္ဒန္တညာဏသီဟ၊ ပြည်လုံးပေါ်ဘုရားကြီးကျောင်း စာသင်တိုက်၊ အောင်ဆန်းရပ်ကွက်၊ ကျုံပျော်မြို့၊ ဧရာဝတီတိုင်းဒေသကြီး — [70, 968, 540, 1017]
list-item — [555, 437, 1072, 489]
item-text: ဘဒ္ဒန္တပညာသီဟ၊ ဒက္ခိဏာရုံကျောင်းတိုက်၊ အောင်ချမ်းသာ ရပ်ကွက်၊ နမ့်ခမ်းမြို့၊ ရှမ်းပြည်နယ် — [1134, 544, 1604, 593]
list-item — [23, 1606, 540, 1658]
list-item — [23, 755, 540, 807]
item-text: ဒေါက်တာဘဒ္ဒန္တသောဘဏ၊ စိန်ရတနာစာသင်တိုက်၊ အမှတ်(၂) ပိုင်း (၅)ရပ်ကွက်၊ မြောက်ဥက္ကလာပမြို့နယ်၊ ရန်ကုန်တိုင်းဒေသကြီး — [70, 361, 540, 409]
item-number: ၄၅။ — [37, 809, 64, 832]
item-number: ၃၅။ — [568, 1678, 595, 1701]
list-item — [23, 966, 540, 1019]
item-text: ဘဒ္ဒန္တနန္ဒသာရ၊ ခေမာသီဝံစာသင်တိုက်၊ ခေမာသီရိရပ်ကွက်၊ မြစ်ကြီးနားမြို့၊ ကချင်ပြည်နယ် — [70, 1555, 540, 1603]
item-text: ဒေါက်တာဘဒ္ဒန္တကောဏ္ဍည၊ နိုင်ငံတော်ပရိယတ္တိသာသနာ့ တက္ကသိုလ်၊ အမှတ်(၇)ရပ်ကွက်၊ မရမ်းကုန်းမြို့နယ်၊ ရန်ကုန် တိုင်းဒေသကြီး — [70, 466, 540, 515]
item-text: ဒေါ်ဝဏ္ဏသီရီ၊ ခေမာသီရိပုရဂီတသီလရှင် စာသင်တိုက်၊ ညောင်ပင်သာကျေးရွာ၊မိတ္ထီလာမြို့နယ်၊မန္တလေးတိုင်းဒေသကြီး — [70, 1366, 540, 1415]
list-item — [23, 175, 540, 254]
item-text: ဘဒ္ဒန္တပညာသိဒ္ဓိ၊ ကျောက်ကန်းတောရမေဓိကျောင်းတိုက်၊ အမှတ်(၁၄)ရပ်ကွက်၊ ရန်ကင်းမြို့နယ်၊ ရန်ကုန်တိုင်းဒေသကြီး — [1134, 16, 1604, 65]
item-text: ဘဒ္ဒန္တဉာဏိန္ဒ၊ တောကျောင်းစာသင်တိုက်၊ အလယ်ကျွန်း ရပ်ကွက်၊ မြိတ်မြို့၊ တနင်္သာရီတိုင်းဒေသကြီး — [602, 280, 1072, 329]
item-text: ဒေါ်ကေသဝတီ၊ စတုဘုမ္မိကဗျူဟ်ကျောင်းကျောင်းတိုက်၊ ဈေးချိုရပ်ကွက်၊ အမရပူရမြို့၊ မန္တလေးတိုင်းဒေသကြီး — [1134, 1576, 1604, 1625]
list-item — [1087, 490, 1604, 542]
item-number: ၆၄။ — [1100, 1418, 1127, 1441]
list-item — [23, 571, 540, 623]
item-number: ၄၆။ — [37, 862, 64, 885]
item-number: ၃၂။ — [570, 1520, 595, 1543]
list-item — [555, 1731, 1072, 1783]
